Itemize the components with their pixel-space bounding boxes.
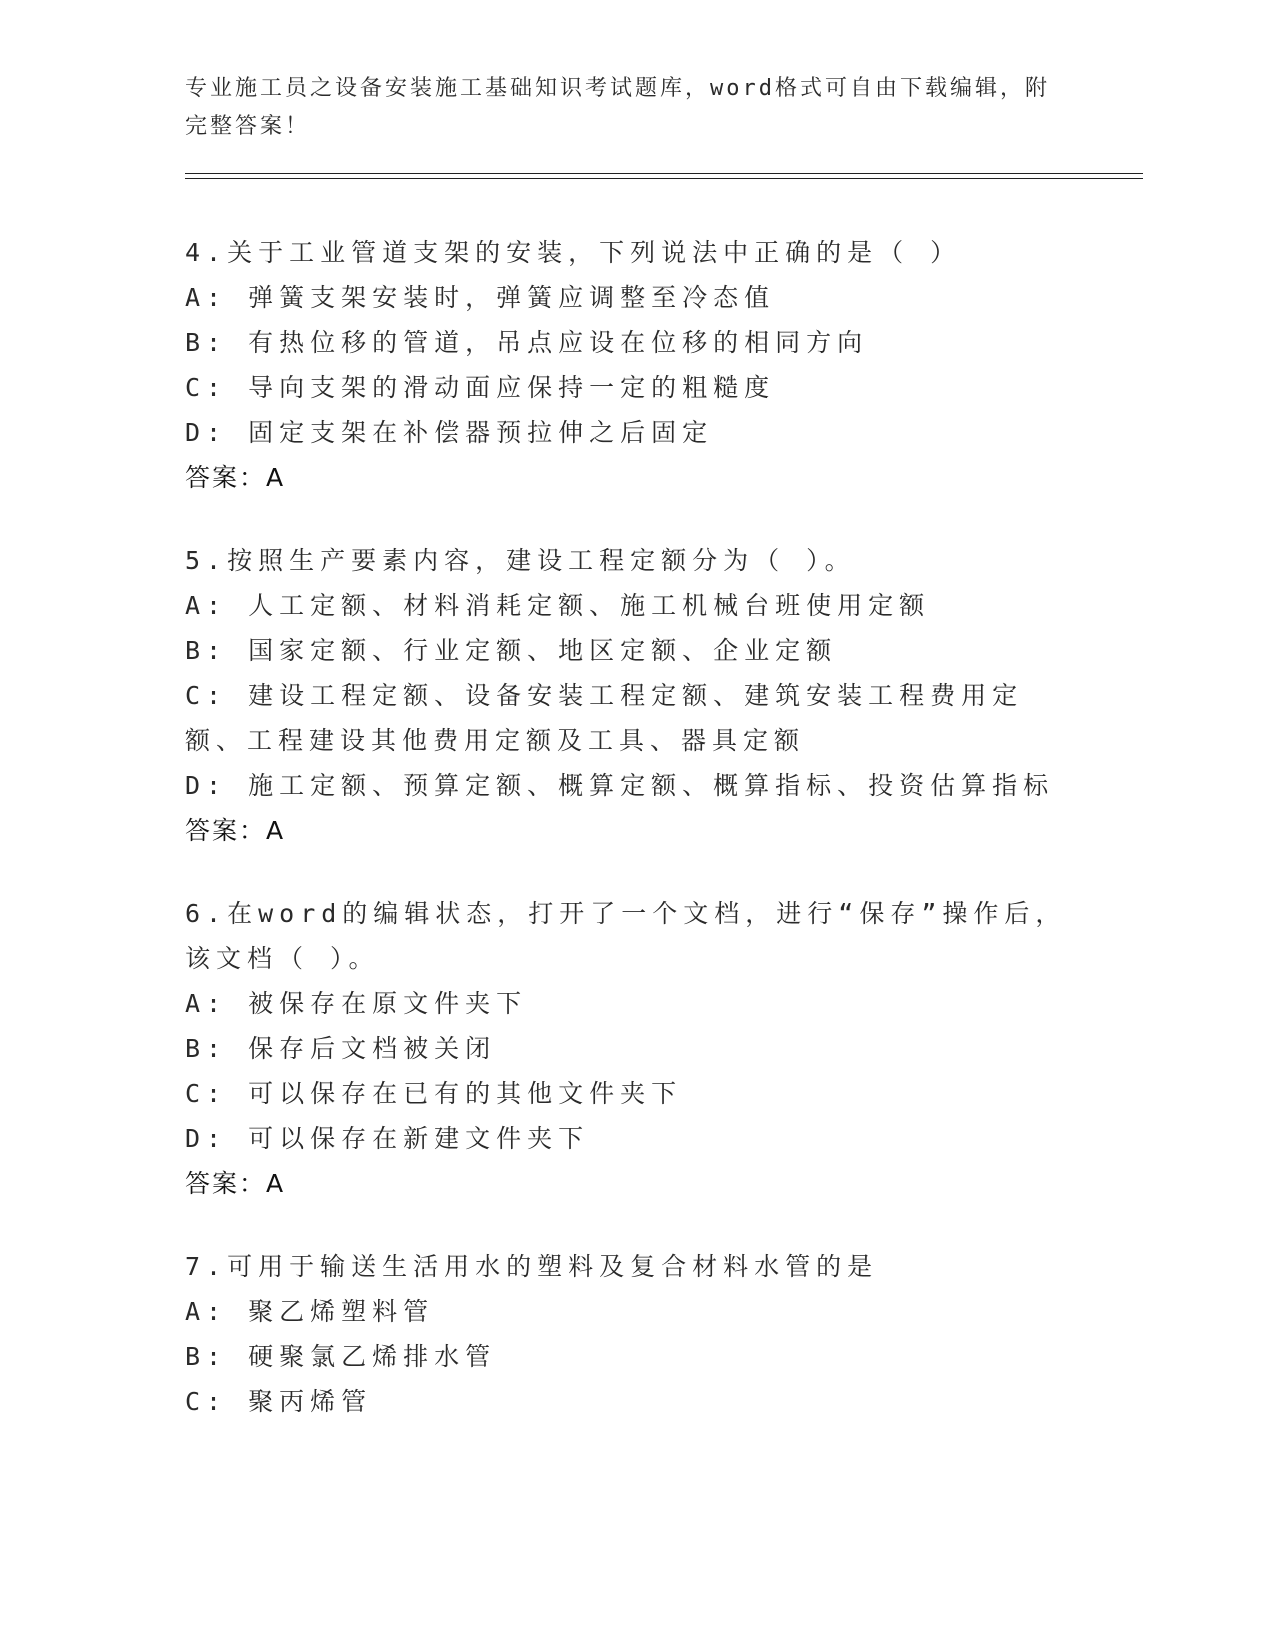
question-stem: 6.在word的编辑状态，打开了一个文档，进行“保存”操作后，该文档（ ）。 xyxy=(185,899,1067,973)
option-d: D: 施工定额、预算定额、概算定额、概算指标、投资估算指标 xyxy=(185,771,1055,800)
option-b: B: 有热位移的管道，吊点应设在位移的相同方向 xyxy=(185,328,869,357)
question-list xyxy=(185,230,1085,1462)
document-header: 专业施工员之设备安装施工基础知识考试题库，word格式可自由下载编辑，附完整答案！ xyxy=(185,76,1050,139)
option-a: A: 人工定额、材料消耗定额、施工机械台班使用定额 xyxy=(185,591,931,620)
option-b: B: 硬聚氯乙烯排水管 xyxy=(185,1342,497,1371)
option-c: C: 建设工程定额、设备安装工程定额、建筑安装工程费用定额、工程建设其他费用定额及工具、器具定额 xyxy=(185,681,1024,755)
option-c: C: 聚丙烯管 xyxy=(185,1387,373,1416)
question-4 xyxy=(185,230,1085,500)
option-a: A: 弹簧支架安装时，弹簧应调整至冷态值 xyxy=(185,283,776,312)
option-a: A: 被保存在原文件夹下 xyxy=(185,989,528,1018)
answer: 答案：A xyxy=(185,816,286,845)
option-d: D: 固定支架在补偿器预拉伸之后固定 xyxy=(185,418,714,447)
header-divider xyxy=(185,173,1143,179)
question-stem: 4.关于工业管道支架的安装，下列说法中正确的是（ ） xyxy=(185,238,962,267)
question-5 xyxy=(185,538,1085,853)
answer: 答案：A xyxy=(185,1169,286,1198)
option-c: C: 导向支架的滑动面应保持一定的粗糙度 xyxy=(185,373,776,402)
option-b: B: 国家定额、行业定额、地区定额、企业定额 xyxy=(185,636,838,665)
option-c: C: 可以保存在已有的其他文件夹下 xyxy=(185,1079,683,1108)
question-7 xyxy=(185,1244,1085,1424)
question-stem: 5.按照生产要素内容，建设工程定额分为（ ）。 xyxy=(185,546,856,575)
answer: 答案：A xyxy=(185,463,286,492)
option-d: D: 可以保存在新建文件夹下 xyxy=(185,1124,590,1153)
option-a: A: 聚乙烯塑料管 xyxy=(185,1297,435,1326)
question-stem: 7.可用于输送生活用水的塑料及复合材料水管的是 xyxy=(185,1252,879,1281)
question-6 xyxy=(185,891,1085,1206)
option-b: B: 保存后文档被关闭 xyxy=(185,1034,497,1063)
